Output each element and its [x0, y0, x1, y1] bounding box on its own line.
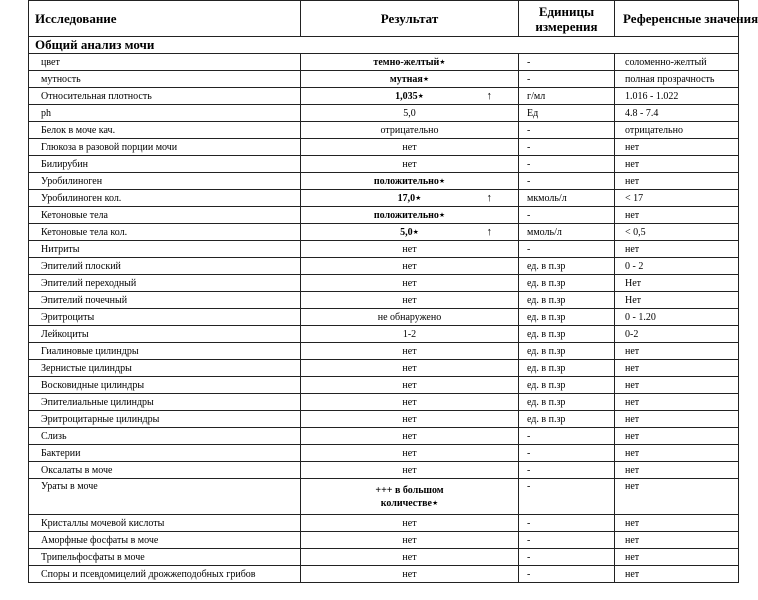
table-row — [29, 71, 739, 88]
test-reference: нет — [615, 207, 739, 224]
header-units-line2: измерения — [535, 18, 598, 34]
header-units-line1: Единицы — [538, 3, 595, 19]
header-units — [519, 1, 615, 37]
test-unit: мкмоль/л — [519, 190, 615, 207]
table-row — [29, 275, 739, 292]
test-result — [301, 139, 519, 156]
table-row — [29, 241, 739, 258]
test-result — [301, 258, 519, 275]
test-reference: нет — [615, 411, 739, 428]
test-result — [301, 462, 519, 479]
result-value: нет — [402, 158, 417, 170]
test-name: ph — [29, 105, 301, 122]
test-result — [301, 54, 519, 71]
test-unit: - — [519, 549, 615, 566]
test-reference: нет — [615, 173, 739, 190]
test-reference: полная прозрачность — [615, 71, 739, 88]
test-unit: ед. в п.зр — [519, 326, 615, 343]
test-unit: ед. в п.зр — [519, 377, 615, 394]
test-name: Эпителий почечный — [29, 292, 301, 309]
header-result: Результат — [301, 1, 519, 37]
test-reference: нет — [615, 156, 739, 173]
table-row — [29, 566, 739, 583]
urinalysis-table — [28, 0, 758, 583]
result-value: нет — [402, 568, 417, 580]
test-name: Уробилиноген — [29, 173, 301, 190]
test-unit: - — [519, 54, 615, 71]
arrow-up-icon: ↑ — [486, 192, 492, 204]
test-reference: нет — [615, 377, 739, 394]
test-name: Слизь — [29, 428, 301, 445]
test-unit: - — [519, 462, 615, 479]
test-result — [301, 309, 519, 326]
test-unit: Ед — [519, 105, 615, 122]
test-name: Эпителий переходный — [29, 275, 301, 292]
test-unit: - — [519, 71, 615, 88]
test-name: Эпителиальные цилиндры — [29, 394, 301, 411]
test-unit: ед. в п.зр — [519, 275, 615, 292]
result-value: нет — [402, 362, 417, 374]
test-result — [301, 326, 519, 343]
test-name: Гиалиновые цилиндры — [29, 343, 301, 360]
test-result — [301, 549, 519, 566]
table-row — [29, 139, 739, 156]
test-name: мутность — [29, 71, 301, 88]
test-reference: нет — [615, 343, 739, 360]
test-unit: - — [519, 139, 615, 156]
table-row — [29, 394, 739, 411]
test-name: Белок в моче кач. — [29, 122, 301, 139]
test-result — [301, 88, 519, 105]
test-name: Кристаллы мочевой кислоты — [29, 515, 301, 532]
table-row — [29, 532, 739, 549]
table-row — [29, 173, 739, 190]
test-unit: ммоль/л — [519, 224, 615, 241]
table-row — [29, 549, 739, 566]
test-result — [301, 292, 519, 309]
test-unit: - — [519, 445, 615, 462]
test-result — [301, 445, 519, 462]
table-header-row — [29, 1, 739, 37]
test-name: Трипельфосфаты в моче — [29, 549, 301, 566]
result-value: положительно⋆ — [373, 175, 446, 187]
result-value: нет — [402, 430, 417, 442]
result-value: 17,0⋆ — [397, 192, 422, 204]
table-row — [29, 54, 739, 71]
section-row — [29, 37, 739, 54]
test-name: Билирубин — [29, 156, 301, 173]
table-row — [29, 326, 739, 343]
test-result — [301, 360, 519, 377]
test-reference: нет — [615, 241, 739, 258]
table-row — [29, 309, 739, 326]
test-unit: ед. в п.зр — [519, 292, 615, 309]
table-row — [29, 462, 739, 479]
result-value: нет — [402, 534, 417, 546]
test-unit: - — [519, 173, 615, 190]
table-row — [29, 258, 739, 275]
table-row — [29, 292, 739, 309]
result-value: нет — [402, 396, 417, 408]
test-reference: 0 - 1.20 — [615, 309, 739, 326]
result-value: не обнаружено — [377, 311, 442, 323]
test-reference: соломенно-желтый — [615, 54, 739, 71]
test-name: Кетоновые тела кол. — [29, 224, 301, 241]
test-result — [301, 428, 519, 445]
test-unit: ед. в п.зр — [519, 411, 615, 428]
header-study: Исследование — [29, 1, 301, 37]
test-result — [301, 411, 519, 428]
test-reference: нет — [615, 394, 739, 411]
header-reference: Референсные значения — [615, 1, 739, 37]
result-value: мутная⋆ — [389, 73, 430, 85]
test-name: Бактерии — [29, 445, 301, 462]
result-value: нет — [402, 447, 417, 459]
test-unit: ед. в п.зр — [519, 258, 615, 275]
test-result — [301, 532, 519, 549]
test-result — [301, 173, 519, 190]
test-reference: нет — [615, 462, 739, 479]
test-unit: - — [519, 156, 615, 173]
test-result — [301, 479, 519, 515]
test-result — [301, 105, 519, 122]
table-row — [29, 411, 739, 428]
result-value: нет — [402, 243, 417, 255]
test-reference: нет — [615, 549, 739, 566]
table-row — [29, 428, 739, 445]
result-value: нет — [402, 379, 417, 391]
test-result — [301, 394, 519, 411]
test-reference: 4.8 - 7.4 — [615, 105, 739, 122]
test-result — [301, 207, 519, 224]
table-row — [29, 190, 739, 207]
test-result — [301, 71, 519, 88]
test-unit: ед. в п.зр — [519, 343, 615, 360]
test-unit: - — [519, 479, 615, 515]
test-name: Эпителий плоский — [29, 258, 301, 275]
test-unit: - — [519, 207, 615, 224]
test-result — [301, 190, 519, 207]
result-value: положительно⋆ — [373, 209, 446, 221]
table-row — [29, 343, 739, 360]
test-unit: - — [519, 566, 615, 583]
result-value: темно-желтый⋆ — [373, 56, 446, 68]
test-name: Зернистые цилиндры — [29, 360, 301, 377]
test-reference: нет — [615, 360, 739, 377]
test-name: Споры и псевдомицелий дрожжеподобных грибов — [29, 566, 301, 583]
table-row — [29, 224, 739, 241]
arrow-up-icon: ↑ — [486, 90, 492, 102]
test-name: цвет — [29, 54, 301, 71]
test-unit: - — [519, 122, 615, 139]
test-reference: нет — [615, 139, 739, 156]
result-value: 1,035⋆ — [395, 90, 424, 102]
result-value: 5,0 — [403, 107, 416, 119]
test-unit: ед. в п.зр — [519, 309, 615, 326]
test-name: Кетоновые тела — [29, 207, 301, 224]
test-name: Уробилиноген кол. — [29, 190, 301, 207]
test-result — [301, 156, 519, 173]
table-row — [29, 515, 739, 532]
test-result — [301, 122, 519, 139]
test-reference: нет — [615, 428, 739, 445]
section-title: Общий анализ мочи — [29, 37, 739, 54]
test-result — [301, 343, 519, 360]
test-unit: ед. в п.зр — [519, 394, 615, 411]
table-row — [29, 88, 739, 105]
test-result — [301, 566, 519, 583]
test-reference: нет — [615, 566, 739, 583]
test-result — [301, 224, 519, 241]
test-name: Относительная плотность — [29, 88, 301, 105]
test-name: Глюкоза в разовой порции мочи — [29, 139, 301, 156]
test-name: Восковидные цилиндры — [29, 377, 301, 394]
test-result — [301, 377, 519, 394]
result-value: нет — [402, 294, 417, 306]
test-result — [301, 275, 519, 292]
result-value: нет — [402, 551, 417, 563]
test-result — [301, 241, 519, 258]
test-unit: - — [519, 515, 615, 532]
test-unit: ед. в п.зр — [519, 360, 615, 377]
test-unit: - — [519, 241, 615, 258]
result-value: +++ в большом количестве⋆ — [375, 484, 444, 509]
test-name: Аморфные фосфаты в моче — [29, 532, 301, 549]
test-name: Эритроциты — [29, 309, 301, 326]
result-value: нет — [402, 413, 417, 425]
result-value: нет — [402, 517, 417, 529]
test-name: Лейкоциты — [29, 326, 301, 343]
arrow-up-icon: ↑ — [486, 226, 492, 238]
table-row — [29, 122, 739, 139]
test-name: Оксалаты в моче — [29, 462, 301, 479]
test-reference: нет — [615, 532, 739, 549]
result-value: 5,0⋆ — [400, 226, 419, 238]
result-value: нет — [402, 260, 417, 272]
result-value: нет — [402, 277, 417, 289]
result-value: 1-2 — [402, 328, 417, 340]
test-unit: - — [519, 532, 615, 549]
table-row — [29, 445, 739, 462]
test-result — [301, 515, 519, 532]
table-row — [29, 377, 739, 394]
test-reference: 1.016 - 1.022 — [615, 88, 739, 105]
result-value: отрицательно — [380, 124, 439, 136]
table-row — [29, 479, 739, 515]
test-reference: < 17 — [615, 190, 739, 207]
test-unit: - — [519, 428, 615, 445]
test-reference: Нет — [615, 275, 739, 292]
test-reference: отрицательно — [615, 122, 739, 139]
test-reference: нет — [615, 445, 739, 462]
test-reference: 0 - 2 — [615, 258, 739, 275]
test-reference: нет — [615, 515, 739, 532]
table-row — [29, 105, 739, 122]
test-reference: Нет — [615, 292, 739, 309]
result-value: нет — [402, 464, 417, 476]
test-reference: < 0,5 — [615, 224, 739, 241]
table-row — [29, 156, 739, 173]
test-reference: нет — [615, 479, 739, 515]
result-value: нет — [402, 141, 417, 153]
test-name: Ураты в моче — [29, 479, 301, 515]
table-row — [29, 207, 739, 224]
test-name: Нитриты — [29, 241, 301, 258]
result-value: нет — [402, 345, 417, 357]
test-name: Эритроцитарные цилиндры — [29, 411, 301, 428]
test-unit: г/мл — [519, 88, 615, 105]
table-row — [29, 360, 739, 377]
test-reference: 0-2 — [615, 326, 739, 343]
